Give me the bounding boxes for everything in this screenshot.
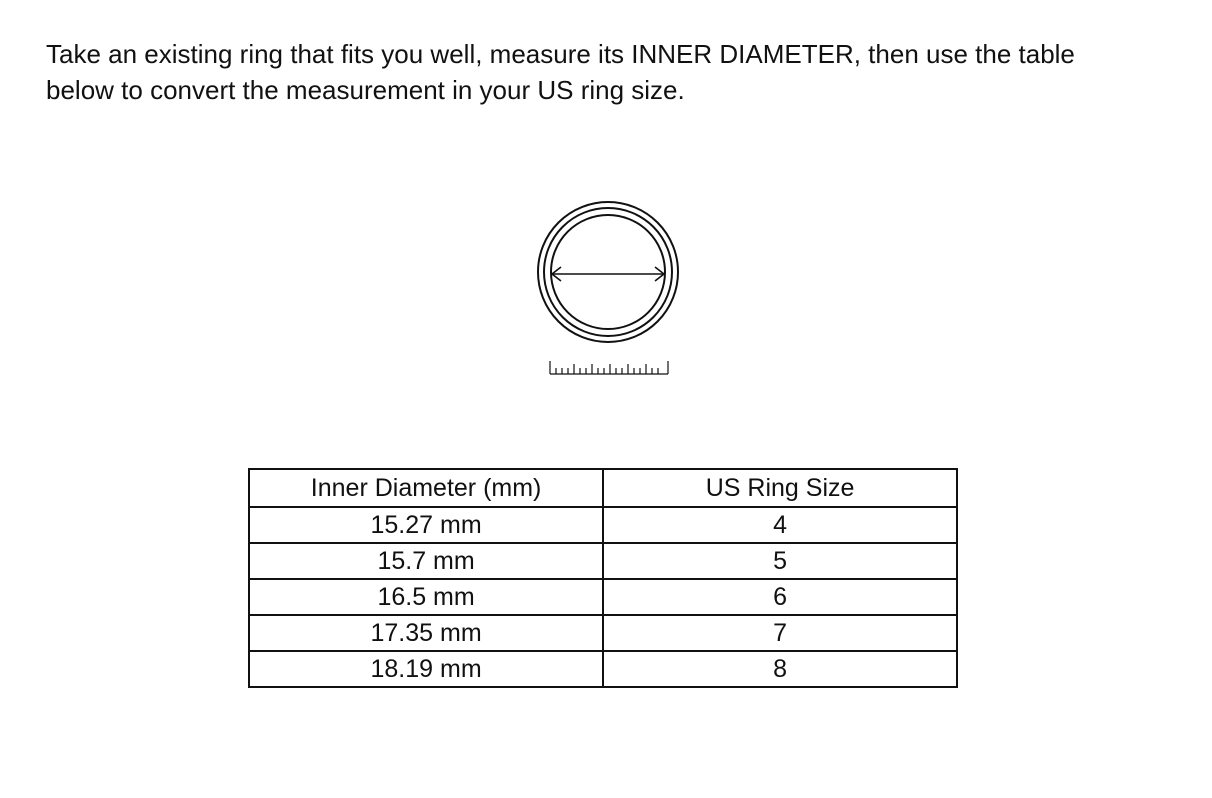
table-header-row [249, 469, 957, 507]
cell-inner-diameter: 15.7 mm [249, 543, 603, 579]
double-arrow-icon [552, 267, 664, 281]
ring-size-table [248, 468, 958, 688]
header-inner-diameter: Inner Diameter (mm) [249, 469, 603, 507]
cell-us-ring-size: 5 [603, 543, 957, 579]
table-row [249, 579, 957, 615]
cell-inner-diameter: 18.19 mm [249, 651, 603, 687]
ring-icon [538, 202, 678, 342]
ruler-icon [550, 361, 668, 374]
ring-measurement-illustration [530, 196, 690, 386]
table-row [249, 651, 957, 687]
cell-inner-diameter: 15.27 mm [249, 507, 603, 543]
cell-us-ring-size: 7 [603, 615, 957, 651]
instructions-text: Take an existing ring that fits you well, measure its INNER DIAMETER, then use the table below to convert the measurement in your US ring size. [46, 39, 1075, 105]
cell-us-ring-size: 8 [603, 651, 957, 687]
ring-measurement-svg [530, 196, 690, 386]
table-row [249, 507, 957, 543]
cell-us-ring-size: 4 [603, 507, 957, 543]
cell-us-ring-size: 6 [603, 579, 957, 615]
header-us-ring-size: US Ring Size [603, 469, 957, 507]
cell-inner-diameter: 16.5 mm [249, 579, 603, 615]
cell-inner-diameter: 17.35 mm [249, 615, 603, 651]
table-row [249, 615, 957, 651]
table-row [249, 543, 957, 579]
